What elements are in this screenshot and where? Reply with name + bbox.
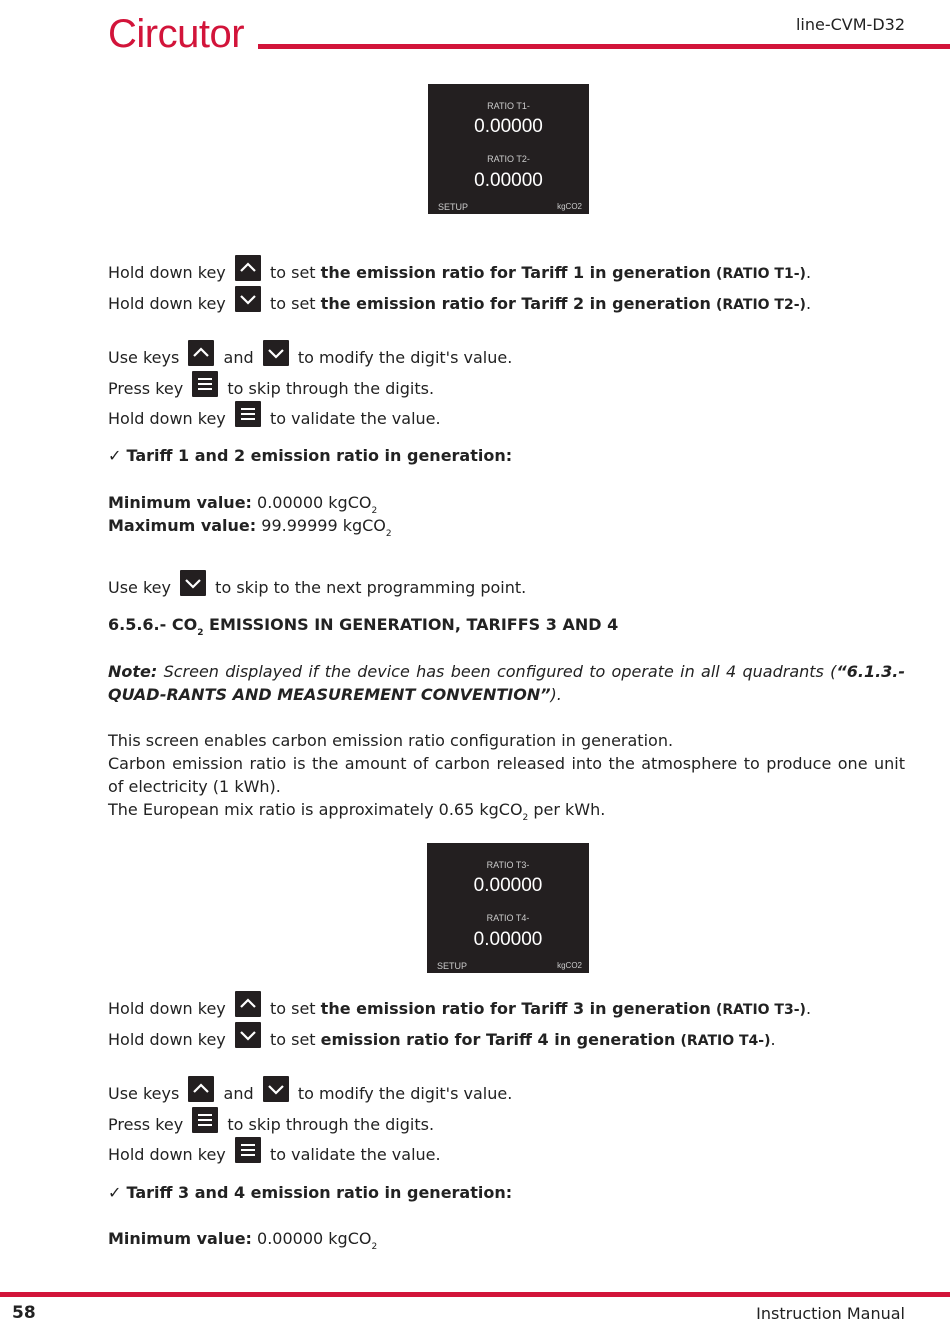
instruction-t4: Hold down key to set emission ratio for Tariff 4 in generation (RATIO T4-). (108, 1022, 776, 1051)
screen-unit-label: kgCO2 (557, 961, 582, 970)
instruction-validate-2: Hold down key to validate the value. (108, 1137, 441, 1165)
section-heading: 6.5.6.- $CO_2$ EMISSIONS IN GENERATION, TARIFFS 3 AND 4 (108, 615, 619, 638)
manual-title: Instruction Manual (756, 1304, 905, 1323)
screen-setup-label: SETUP (438, 202, 469, 212)
screen-setup-label: SETUP (437, 961, 468, 971)
screen-value-ratio-t2: 0.00000 (474, 170, 543, 191)
checklist-heading-1: ✓ Tariff 1 and 2 emission ratio in generation: (108, 446, 513, 465)
up-key-icon (235, 255, 261, 281)
down-key-icon (263, 1076, 289, 1102)
note-paragraph: Note: Screen displayed if the device has been configured to operate in all 4 quadrants (“6.1.3.- QUAD-RANTS AND MEASUREMENT CONVENTION”). (108, 662, 905, 704)
check-icon: ✓ (108, 1183, 122, 1202)
body-paragraph-3: The European mix ratio is approximately 0.65 kgCO$_2$ per kWh. (108, 800, 606, 823)
body-paragraph-2: Carbon emission ratio is the amount of carbon released into the atmosphere to produce one unit of electricity (1 kWh). (108, 754, 905, 796)
footer-rule (0, 1292, 950, 1297)
body-paragraph-1: This screen enables carbon emission ratio configuration in generation. (108, 731, 674, 750)
instruction-t2: Hold down key to set the emission ratio for Tariff 2 in generation (RATIO T2-). (108, 286, 811, 315)
circutor-logo: Circutor (108, 12, 245, 56)
instruction-modify-digit-2: Use keys and to modify the digit's value. (108, 1076, 512, 1104)
maximum-value-1: Maximum value: 99.99999 kgCO$_2$ (108, 516, 392, 539)
page-number: 58 (12, 1303, 36, 1323)
header-rule (258, 44, 950, 49)
check-icon: ✓ (108, 446, 122, 465)
screen-unit-label: kgCO2 (557, 202, 582, 211)
screen-label-ratio-t3: RATIO T3- (486, 860, 530, 870)
instruction-t3: Hold down key to set the emission ratio for Tariff 3 in generation (RATIO T3-). (108, 991, 811, 1020)
device-screen-2 (427, 843, 589, 973)
instruction-skip-digits-2: Press key to skip through the digits. (108, 1107, 434, 1135)
instruction-t1: Hold down key to set the emission ratio for Tariff 1 in generation (RATIO T1-). (108, 255, 811, 284)
menu-key-icon (192, 371, 218, 397)
checklist-heading-2: ✓ Tariff 3 and 4 emission ratio in generation: (108, 1183, 513, 1202)
instruction-next-point: Use key to skip to the next programming point. (108, 570, 526, 598)
minimum-value-2: Minimum value: 0.00000 kgCO$_2$ (108, 1229, 378, 1252)
minimum-value-1: Minimum value: 0.00000 kgCO$_2$ (108, 493, 378, 516)
screen-label-ratio-t1: RATIO T1- (487, 101, 530, 111)
down-key-icon (235, 286, 261, 312)
up-key-icon (188, 1076, 214, 1102)
screen-value-ratio-t1: 0.00000 (474, 116, 543, 137)
device-screen-1 (428, 84, 589, 214)
menu-key-icon (235, 1137, 261, 1163)
menu-key-icon (235, 401, 261, 427)
instruction-validate: Hold down key to validate the value. (108, 401, 441, 429)
up-key-icon (235, 991, 261, 1017)
up-key-icon (188, 340, 214, 366)
instruction-skip-digits: Press key to skip through the digits. (108, 371, 434, 399)
document-name: line-CVM-D32 (795, 15, 905, 34)
down-key-icon (235, 1022, 261, 1048)
screen-value-ratio-t4: 0.00000 (473, 929, 543, 950)
down-key-icon (263, 340, 289, 366)
down-key-icon (180, 570, 206, 596)
menu-key-icon (192, 1107, 218, 1133)
instruction-modify-digit: Use keys and to modify the digit's value. (108, 340, 512, 368)
screen-value-ratio-t3: 0.00000 (473, 875, 543, 896)
screen-label-ratio-t2: RATIO T2- (487, 154, 530, 164)
screen-label-ratio-t4: RATIO T4- (486, 913, 530, 923)
